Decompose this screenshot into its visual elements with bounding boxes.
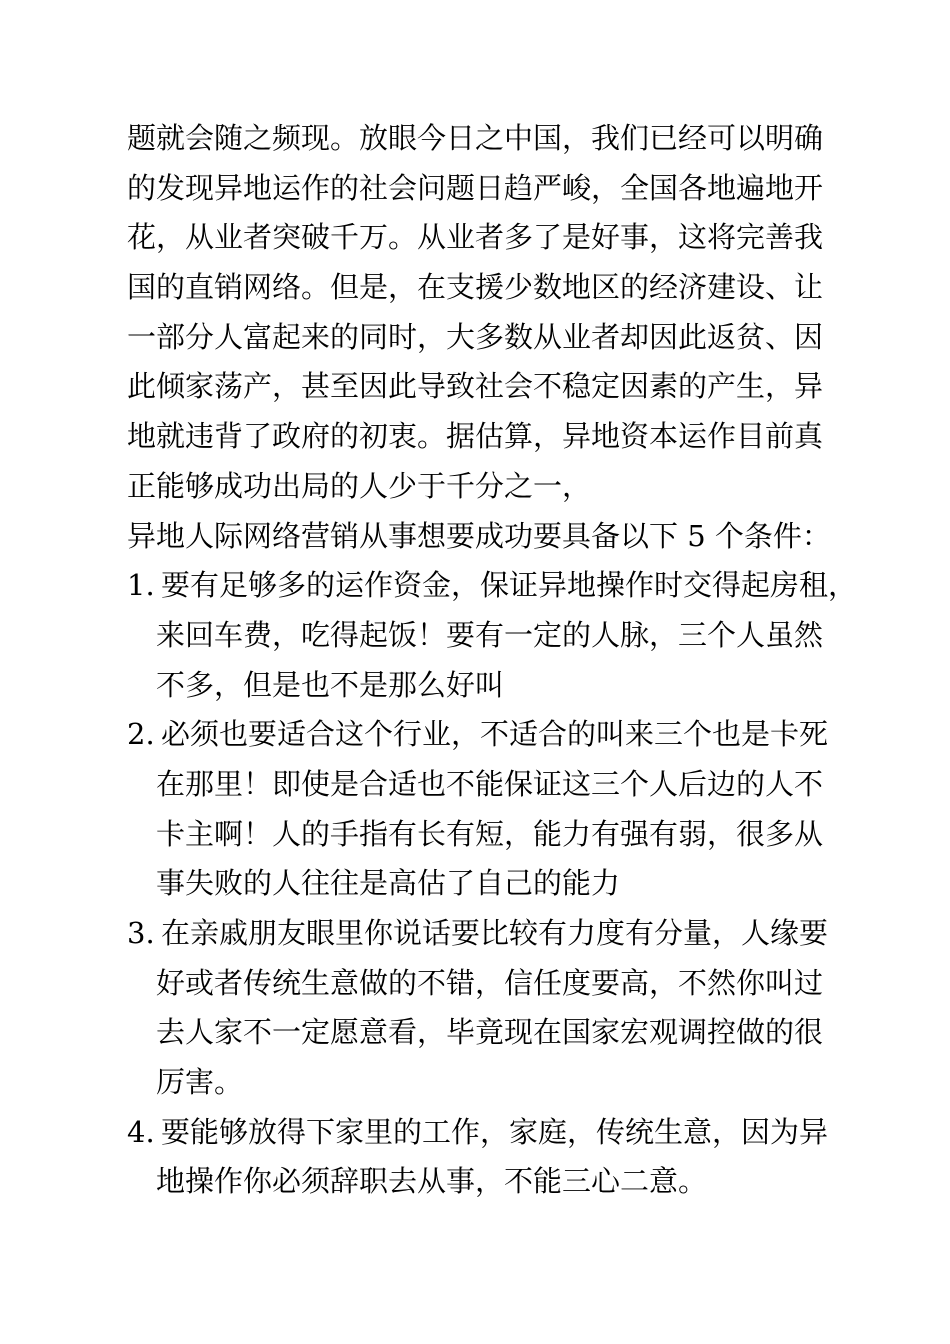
text-line: 要能够放得下家里的工作，家庭，传统生意，因为异 [161,1114,829,1149]
document-body [127,114,858,1207]
text-line: 花，从业者突破千万。从业者多了是好事，这将完善我 [127,220,824,255]
text-line: 国的直销网络。但是，在支援少数地区的经济建设、让 [127,270,824,305]
text-line: 此倾家荡产，甚至因此导致社会不稳定因素的产生，异 [127,369,824,404]
text-line: 的发现异地运作的社会问题日趋严峻，全国各地遍地开 [127,170,824,205]
conditions-list [127,561,858,1207]
list-item [127,909,839,1108]
text-line: 卡主啊！人的手指有长有短，能力有强有弱，很多从 [156,816,824,851]
text-line: 事失败的人往往是高估了自己的能力 [156,866,621,901]
list-number: 4. [127,1114,155,1149]
text-line: 在那里！即使是合适也不能保证这三个人后边的人不 [156,766,824,801]
text-line: 一部分人富起来的同时，大多数从业者却因此返贫、因 [127,319,824,354]
text-line: 地就违背了政府的初衷。据估算，异地资本运作目前真 [127,419,824,454]
intro-paragraph [127,114,839,512]
text-line: 在亲戚朋友眼里你说话要比较有力度有分量，人缘要 [161,916,829,950]
text-line: 去人家不一定愿意看，毕竟现在国家宏观调控做的很 [156,1015,824,1050]
text-line: 题就会随之频现。放眼今日之中国，我们已经可以明确 [127,121,824,155]
text-line: 要有足够多的运作资金，保证异地操作时交得起房租， [161,568,858,603]
text-line: 厉害。 [156,1065,244,1100]
list-item [127,1108,839,1207]
text-line: 正能够成功出局的人少于千分之一， [127,468,592,503]
text-line: 必须也要适合这个行业，不适合的叫来三个也是卡死 [161,717,829,752]
text-line: 地操作你必须辞职去从事，不能三心二意。 [156,1164,708,1199]
list-number: 1. [127,568,155,603]
conditions-heading [127,512,839,562]
list-number: 3. [127,916,155,950]
text-line: 好或者传统生意做的不错，信任度要高，不然你叫过 [156,965,824,1000]
text-line: 异地人际网络营销从事想要成功要具备以下 5 个条件： [127,518,831,553]
list-item [127,561,858,710]
list-item [127,710,839,909]
text-line: 不多，但是也不是那么好叫 [156,667,505,702]
text-line: 来回车费，吃得起饭！要有一定的人脉，三个人虽然 [156,617,824,652]
list-number: 2. [127,717,155,752]
